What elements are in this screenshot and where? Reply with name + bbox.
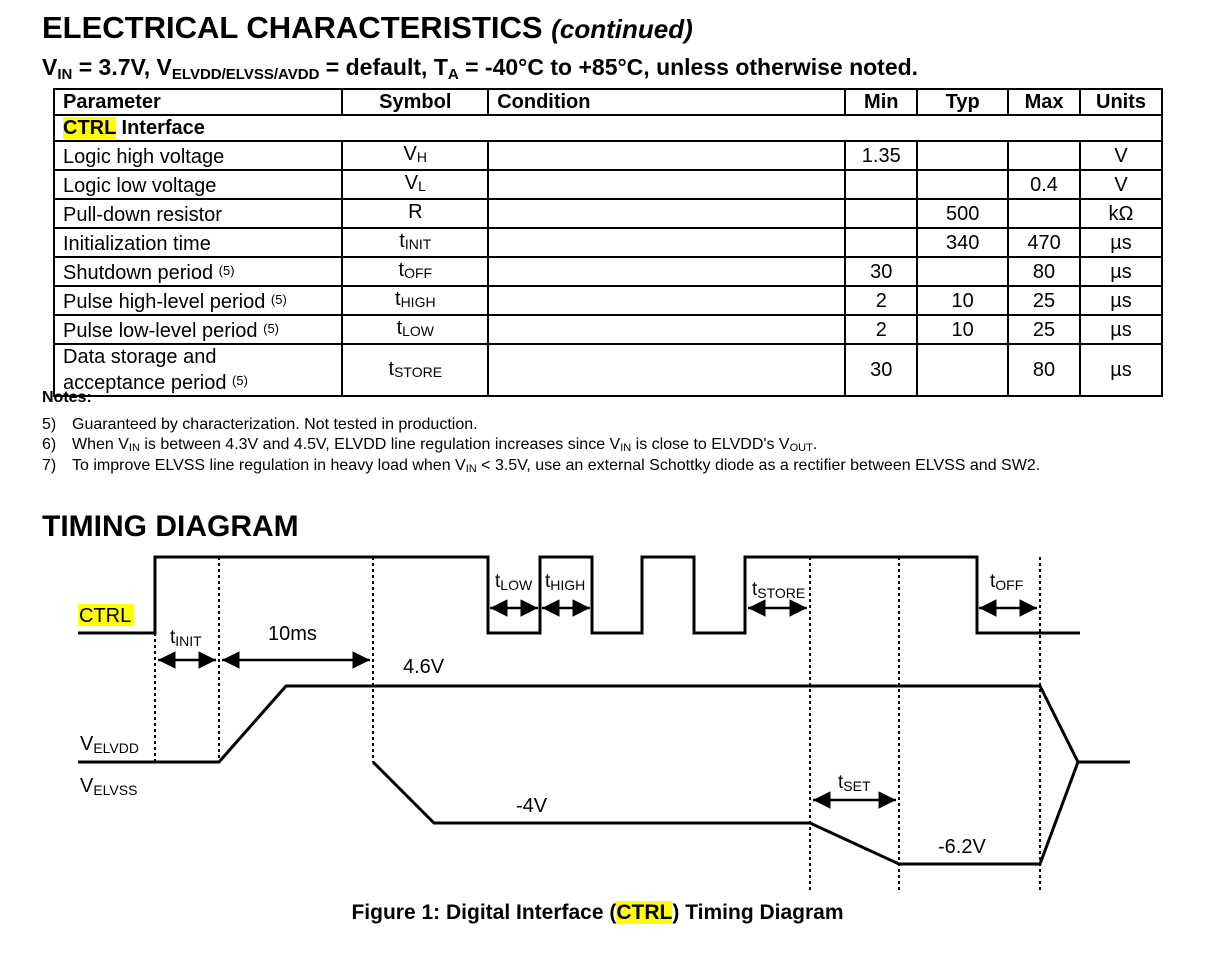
- param-cell: Logic high voltage: [54, 141, 342, 170]
- units-cell: V: [1080, 170, 1162, 199]
- timing-diagram-title: TIMING DIAGRAM: [42, 510, 299, 543]
- units-cell: µs: [1080, 228, 1162, 257]
- max-cell: 80: [1008, 344, 1080, 396]
- header-min: Min: [845, 89, 917, 115]
- v46-label: 4.6V: [403, 656, 445, 678]
- condition-cell: [488, 170, 845, 199]
- notes-heading: Notes:: [42, 389, 92, 406]
- max-cell: 25: [1008, 286, 1080, 315]
- units-cell: kΩ: [1080, 199, 1162, 228]
- note-6: 6) When $V_{IN}$ is between 4.3V and 4.5V, ELVDD line regulation increases since $V_{IN}$ is close to ELVDD's $V_{OUT}$.: [42, 436, 818, 454]
- condition-cell: [488, 286, 845, 315]
- param-cell: Pulse high-level period $^{(5)}$: [54, 286, 342, 315]
- typ-cell: [917, 141, 1008, 170]
- units-cell: µs: [1080, 257, 1162, 286]
- max-cell: 80: [1008, 257, 1080, 286]
- symbol-cell: $V_H$: [342, 141, 488, 170]
- typ-cell: [917, 257, 1008, 286]
- min-cell: [845, 170, 917, 199]
- symbol-cell: $t_{OFF}$: [342, 257, 488, 286]
- min-cell: 2: [845, 315, 917, 344]
- symbol-cell: $V_L$: [342, 170, 488, 199]
- max-cell: 25: [1008, 315, 1080, 344]
- condition-cell: [488, 141, 845, 170]
- t-set-label: tSET: [838, 772, 871, 794]
- test-conditions: $V_{IN} = 3.7V$, $V_{ELVDD/ELVSS/AVDD}$ = default, $T_A = -40^\circ C$ to +85°C, unless otherwise noted.: [42, 54, 919, 83]
- units-cell: µs: [1080, 344, 1162, 396]
- typ-cell: 10: [917, 286, 1008, 315]
- t-init-label: tINIT: [170, 627, 202, 649]
- symbol-cell: R: [342, 199, 488, 228]
- symbol-cell: $t_{INIT}$: [342, 228, 488, 257]
- condition-cell: [488, 257, 845, 286]
- ctrl-label: CTRL: [79, 605, 132, 627]
- velvss-label: VELVSS: [80, 775, 138, 798]
- param-cell: Logic low voltage: [54, 170, 342, 199]
- units-cell: µs: [1080, 286, 1162, 315]
- t-low-label: tLOW: [495, 571, 533, 593]
- table-header-row: [54, 89, 1162, 115]
- timing-markers: [155, 557, 1040, 890]
- vm4-label: -4V: [516, 795, 548, 817]
- table-row: [54, 286, 1162, 315]
- units-cell: V: [1080, 141, 1162, 170]
- symbol-cell: $t_{HIGH}$: [342, 286, 488, 315]
- table-row: [54, 228, 1162, 257]
- condition-cell: [488, 228, 845, 257]
- note-5: 5) Guaranteed by characterization. Not tested in production.: [42, 416, 478, 433]
- table-row: [54, 199, 1162, 228]
- symbol-cell: $t_{LOW}$: [342, 315, 488, 344]
- header-parameter: Parameter: [54, 89, 342, 115]
- symbol-cell: $t_{STORE}$: [342, 344, 488, 396]
- typ-cell: [917, 344, 1008, 396]
- table-section-row: [54, 115, 1162, 141]
- header-typ: Typ: [917, 89, 1008, 115]
- table-row: [54, 141, 1162, 170]
- table-row: [54, 344, 1162, 396]
- electrical-characteristics-table: [53, 88, 1163, 397]
- condition-cell: [488, 344, 845, 396]
- header-max: Max: [1008, 89, 1080, 115]
- velvdd-waveform: [78, 686, 1130, 762]
- t-store-label: tSTORE: [752, 579, 806, 601]
- note-7: 7) To improve ELVSS line regulation in heavy load when $V_{IN} < 3.5V$, use an external Schottky diode as a rectifier between ELVSS and SW2.: [42, 457, 1041, 475]
- figure-caption: Figure 1: Digital Interface (CTRL) Timing Diagram: [351, 901, 844, 924]
- min-cell: 30: [845, 257, 917, 286]
- min-cell: [845, 199, 917, 228]
- condition-cell: [488, 199, 845, 228]
- min-cell: 2: [845, 286, 917, 315]
- velvdd-label: VELVDD: [80, 733, 139, 756]
- typ-cell: [917, 170, 1008, 199]
- param-cell: Data storage and acceptance period $^{(5)}$: [54, 344, 342, 396]
- table-row: [54, 257, 1162, 286]
- section-ctrl-interface: CTRL Interface: [54, 115, 1162, 141]
- table-row: [54, 315, 1162, 344]
- max-cell: [1008, 141, 1080, 170]
- typ-cell: 10: [917, 315, 1008, 344]
- condition-cell: [488, 315, 845, 344]
- min-cell: 1.35: [845, 141, 917, 170]
- param-cell: Initialization time: [54, 228, 342, 257]
- section-title: ELECTRICAL CHARACTERISTICS (continued): [42, 10, 693, 45]
- header-condition: Condition: [488, 89, 845, 115]
- t-off-label: tOFF: [990, 571, 1024, 593]
- min-cell: [845, 228, 917, 257]
- ctrl-waveform: [78, 557, 1080, 633]
- param-cell: Pull-down resistor: [54, 199, 342, 228]
- max-cell: [1008, 199, 1080, 228]
- max-cell: 470: [1008, 228, 1080, 257]
- t-high-label: tHIGH: [545, 571, 586, 593]
- vm62-label: -6.2V: [938, 836, 986, 858]
- units-cell: µs: [1080, 315, 1162, 344]
- timing-diagram: [0, 540, 1215, 900]
- typ-cell: 500: [917, 199, 1008, 228]
- ms10-label: 10ms: [268, 623, 317, 645]
- min-cell: 30: [845, 344, 917, 396]
- header-symbol: Symbol: [342, 89, 488, 115]
- typ-cell: 340: [917, 228, 1008, 257]
- param-cell: Shutdown period $^{(5)}$: [54, 257, 342, 286]
- header-units: Units: [1080, 89, 1162, 115]
- param-cell: Pulse low-level period $^{(5)}$: [54, 315, 342, 344]
- max-cell: 0.4: [1008, 170, 1080, 199]
- table-row: [54, 170, 1162, 199]
